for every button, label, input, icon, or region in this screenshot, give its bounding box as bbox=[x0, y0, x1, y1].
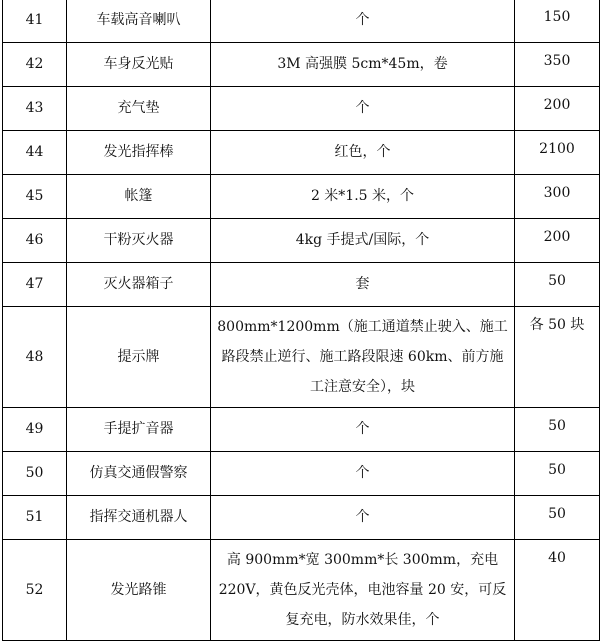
row-number: 45 bbox=[3, 175, 67, 219]
item-quantity: 各 50 块 bbox=[515, 307, 600, 408]
item-quantity: 50 bbox=[515, 496, 600, 540]
table-row bbox=[3, 219, 600, 263]
item-quantity: 200 bbox=[515, 87, 600, 131]
item-quantity: 50 bbox=[515, 263, 600, 307]
item-name: 仿真交通假警察 bbox=[67, 452, 211, 496]
table-row bbox=[3, 175, 600, 219]
row-number: 48 bbox=[3, 307, 67, 408]
item-spec: 2 米*1.5 米，个 bbox=[211, 175, 515, 219]
item-spec: 个 bbox=[211, 87, 515, 131]
table-row bbox=[3, 43, 600, 87]
item-name: 车身反光贴 bbox=[67, 43, 211, 87]
item-quantity: 2100 bbox=[515, 131, 600, 175]
item-spec: 个 bbox=[211, 0, 515, 43]
equipment-table bbox=[2, 0, 600, 641]
item-spec: 3M 高强膜 5cm*45m，卷 bbox=[211, 43, 515, 87]
item-quantity: 300 bbox=[515, 175, 600, 219]
item-name: 指挥交通机器人 bbox=[67, 496, 211, 540]
table-row bbox=[3, 540, 600, 641]
item-quantity: 150 bbox=[515, 0, 600, 43]
table-row bbox=[3, 452, 600, 496]
item-quantity: 50 bbox=[515, 408, 600, 452]
row-number: 42 bbox=[3, 43, 67, 87]
item-quantity: 50 bbox=[515, 452, 600, 496]
table-row bbox=[3, 131, 600, 175]
item-name: 发光指挥棒 bbox=[67, 131, 211, 175]
item-quantity: 350 bbox=[515, 43, 600, 87]
row-number: 43 bbox=[3, 87, 67, 131]
row-number: 51 bbox=[3, 496, 67, 540]
item-quantity: 40 bbox=[515, 540, 600, 641]
item-spec: 个 bbox=[211, 496, 515, 540]
item-spec: 红色，个 bbox=[211, 131, 515, 175]
item-name: 充气垫 bbox=[67, 87, 211, 131]
item-name: 干粉灭火器 bbox=[67, 219, 211, 263]
row-number: 47 bbox=[3, 263, 67, 307]
row-number: 46 bbox=[3, 219, 67, 263]
row-number: 44 bbox=[3, 131, 67, 175]
row-number: 52 bbox=[3, 540, 67, 641]
item-spec: 4kg 手提式/国际，个 bbox=[211, 219, 515, 263]
item-spec: 800mm*1200mm（施工通道禁止驶入、施工路段禁止逆行、施工路段限速 60km、前方施工注意安全），块 bbox=[211, 307, 515, 408]
row-number: 41 bbox=[3, 0, 67, 43]
table-row bbox=[3, 87, 600, 131]
item-name: 提示牌 bbox=[67, 307, 211, 408]
item-spec: 高 900mm*宽 300mm*长 300mm，充电 220V，黄色反光壳体，电池容量 20 安，可反复充电，防水效果佳，个 bbox=[211, 540, 515, 641]
table-row bbox=[3, 263, 600, 307]
table-row bbox=[3, 0, 600, 43]
table-row bbox=[3, 496, 600, 540]
row-number: 49 bbox=[3, 408, 67, 452]
item-name: 车载高音喇叭 bbox=[67, 0, 211, 43]
row-number: 50 bbox=[3, 452, 67, 496]
item-name: 手提扩音器 bbox=[67, 408, 211, 452]
table-row bbox=[3, 307, 600, 408]
table-row bbox=[3, 408, 600, 452]
item-name: 灭火器箱子 bbox=[67, 263, 211, 307]
item-spec: 个 bbox=[211, 452, 515, 496]
item-quantity: 200 bbox=[515, 219, 600, 263]
item-name: 发光路锥 bbox=[67, 540, 211, 641]
item-spec: 套 bbox=[211, 263, 515, 307]
item-spec: 个 bbox=[211, 408, 515, 452]
item-name: 帐篷 bbox=[67, 175, 211, 219]
